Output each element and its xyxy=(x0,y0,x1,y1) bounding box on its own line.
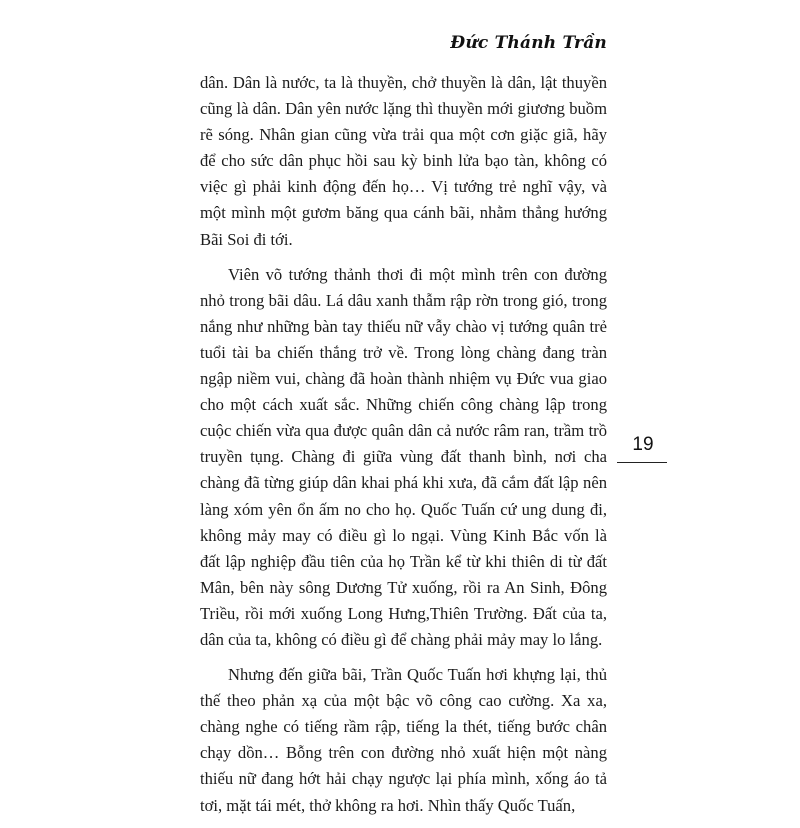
body-text xyxy=(200,70,607,828)
paragraph-3: Nhưng đến giữa bãi, Trần Quốc Tuấn hơi khựng lại, thủ thế theo phản xạ của một bậc võ công cao cường. Xa xa, chàng nghe có tiếng rầm rập, tiếng la thét, tiếng bước chân chạy dồn… Bỗng trên con đường nhỏ xuất hiện một nàng thiếu nữ đang hớt hải chạy ngược lại phía mình, xống áo tả tơi, mặt tái mét, thở không ra hơi. Nhìn thấy Quốc Tuấn, xyxy=(200,665,607,815)
paragraph-1: dân. Dân là nước, ta là thuyền, chở thuyền là dân, lật thuyền cũng là dân. Dân yên nước lặng thì thuyền mới giương buồm rẽ sóng. Nhân gian cũng vừa trải qua một cơn giặc giã, hãy để cho sức dân phục hồi sau kỳ binh lửa bạo tàn, không có việc gì phải kinh động đến họ… Vị tướng trẻ nghĩ vậy, và một mình một gươm băng qua cánh bãi, nhằm thẳng hướng Bãi Soi đi tới. xyxy=(200,73,607,249)
page-number: 19 xyxy=(632,434,654,455)
paragraph-2: Viên võ tướng thảnh thơi đi một mình trên con đường nhỏ trong bãi dâu. Lá dâu xanh thẫm rập rờn trong gió, trong nắng như những bàn tay thiếu nữ vẫy chào vị tướng quân trẻ tuổi tài ba chiến thắng trở về. Trong lòng chàng đang tràn ngập niềm vui, chàng đã hoàn thành nhiệm vụ Đức vua giao cho một cách xuất sắc. Những chiến công chàng lập trong cuộc chiến vừa qua được quân dân cả nước râm ran, trầm trồ truyền tụng. Chàng đi giữa vùng đất thanh bình, nơi cha chàng đã từng giúp dân khai phá khi xưa, đã cắm đất lập nên làng xóm yên ổn ấm no cho họ. Quốc Tuấn cứ ung dung đi, không mảy may có điều gì lo ngại. Vùng Kinh Bắc vốn là đất lập nghiệp đầu tiên của họ Trần kể từ khi thiên di từ đất Mân, bên này sông Dương Tử xuống, rồi ra An Sinh, Đông Triều, rồi mới xuống Long Hưng,Thiên Trường. Đất của ta, dân của ta, không có điều gì để chàng phải mảy may lo lắng. xyxy=(200,264,607,649)
page-number-rule xyxy=(617,462,667,463)
running-header-title: Đức Thánh Trần xyxy=(450,33,607,53)
